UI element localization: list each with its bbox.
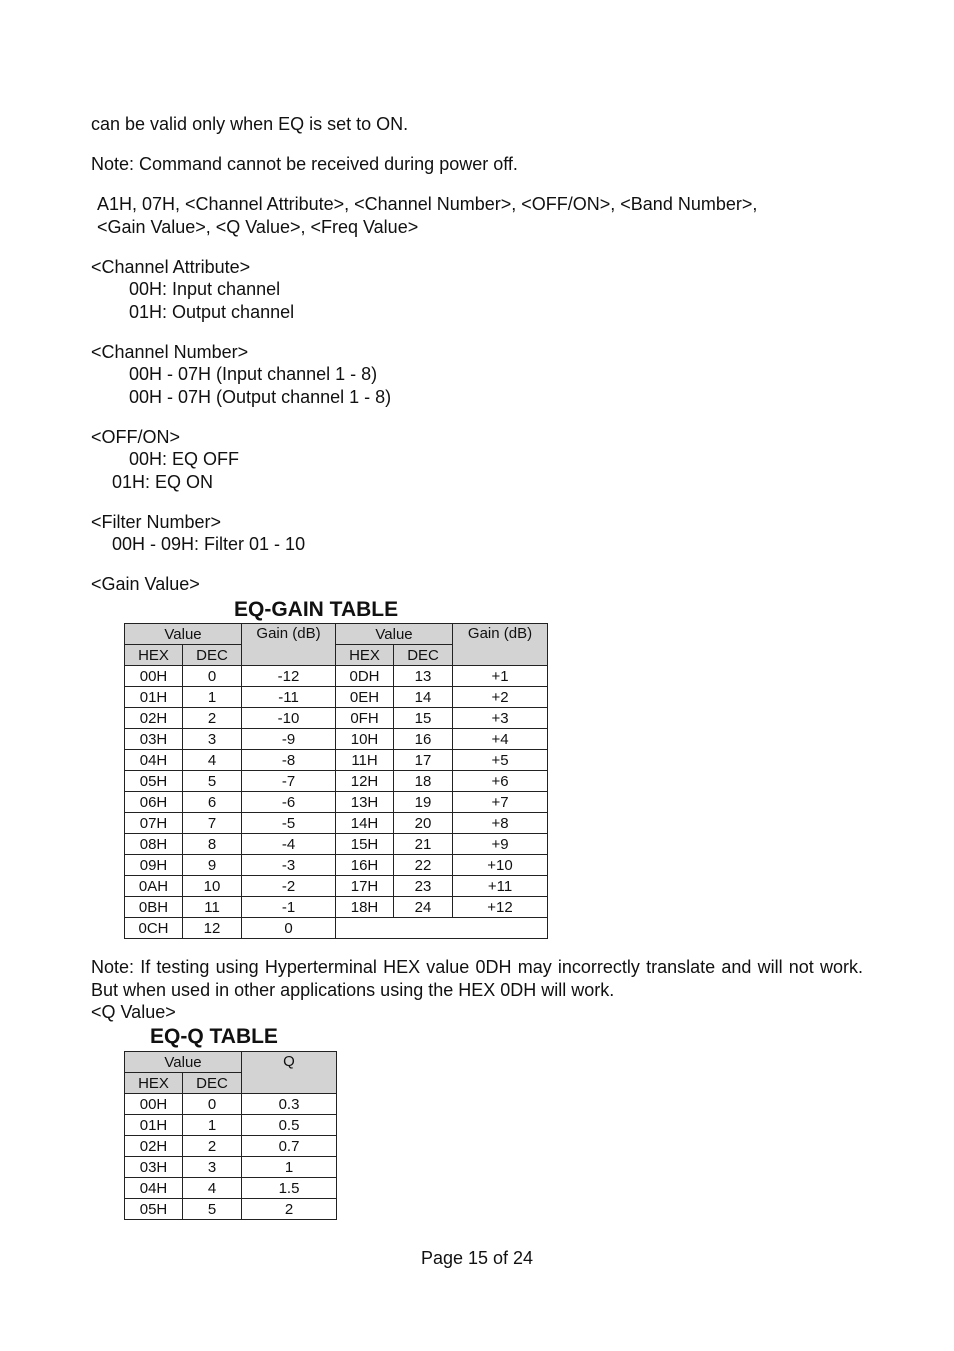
table-row	[125, 750, 548, 771]
table-cell: 0.7	[242, 1136, 337, 1157]
table-cell: 18	[394, 771, 453, 792]
table-cell: 11	[183, 897, 242, 918]
table-cell: 0	[183, 1094, 242, 1115]
channel-number-label: <Channel Number>	[91, 342, 249, 362]
table-cell: -1	[242, 897, 336, 918]
table-cell: 5	[183, 1199, 242, 1220]
table-row	[125, 1157, 337, 1178]
table-cell: +10	[453, 855, 548, 876]
table-cell: 05H	[125, 771, 183, 792]
table-cell: -10	[242, 708, 336, 729]
eq-gain-table	[124, 623, 548, 939]
command-syntax-line-1: A1H, 07H, <Channel Attribute>, <Channel Number>, <OFF/ON>, <Band Number>,	[97, 194, 758, 214]
gain-value-label: <Gain Value>	[91, 574, 200, 594]
channel-number-item: 00H - 07H (Output channel 1 - 8)	[129, 387, 392, 407]
value-header: Value	[125, 624, 242, 645]
power-off-note: Note: Command cannot be received during power off.	[91, 154, 518, 174]
table-cell: -12	[242, 666, 336, 687]
table-cell: 0	[183, 666, 242, 687]
table-cell: -6	[242, 792, 336, 813]
table-row	[125, 1178, 337, 1199]
table-cell: 2	[242, 1199, 337, 1220]
table-cell: 19	[394, 792, 453, 813]
table-cell: 22	[394, 855, 453, 876]
table-cell: 6	[183, 792, 242, 813]
table-cell: 8	[183, 834, 242, 855]
q-table-title: EQ-Q TABLE	[150, 1025, 278, 1048]
dec-header: DEC	[183, 1073, 242, 1094]
table-cell: 12H	[336, 771, 394, 792]
table-cell: 05H	[125, 1199, 183, 1220]
table-cell: +9	[453, 834, 548, 855]
hex-header: HEX	[125, 645, 183, 666]
table-row	[125, 1115, 337, 1136]
table-cell: 14H	[336, 813, 394, 834]
table-cell: 1	[183, 687, 242, 708]
channel-attribute-item: 01H: Output channel	[129, 302, 295, 322]
table-cell: +4	[453, 729, 548, 750]
table-row	[125, 1199, 337, 1220]
hex-header: HEX	[336, 645, 394, 666]
table-cell: 10H	[336, 729, 394, 750]
table-row	[125, 729, 548, 750]
table-cell: 0DH	[336, 666, 394, 687]
table-cell: 00H	[125, 666, 183, 687]
table-cell: 3	[183, 729, 242, 750]
table-row	[125, 813, 548, 834]
eq-q-table	[124, 1051, 337, 1220]
table-row	[125, 771, 548, 792]
table-row	[125, 792, 548, 813]
table-row	[125, 666, 548, 687]
table-cell: +8	[453, 813, 548, 834]
table-cell: 24	[394, 897, 453, 918]
table-cell: 4	[183, 1178, 242, 1199]
table-cell: 2	[183, 1136, 242, 1157]
table-cell: 5	[183, 771, 242, 792]
table-cell: 07H	[125, 813, 183, 834]
dec-header: DEC	[394, 645, 453, 666]
table-row	[125, 708, 548, 729]
filter-number-label: <Filter Number>	[91, 512, 222, 532]
table-cell: 20	[394, 813, 453, 834]
table-cell: 3	[183, 1157, 242, 1178]
table-cell: 15	[394, 708, 453, 729]
table-row	[125, 1136, 337, 1157]
table-cell: 11H	[336, 750, 394, 771]
table-cell: 0FH	[336, 708, 394, 729]
table-cell: 17H	[336, 876, 394, 897]
table-cell: 0BH	[125, 897, 183, 918]
table-cell: 14	[394, 687, 453, 708]
table-cell: 0EH	[336, 687, 394, 708]
table-row	[125, 834, 548, 855]
table-cell: +7	[453, 792, 548, 813]
table-cell: 0	[242, 918, 336, 939]
table-cell: 13	[394, 666, 453, 687]
table-cell: 0.3	[242, 1094, 337, 1115]
q-value-label: <Q Value>	[91, 1002, 176, 1022]
hyperterminal-note: Note: If testing using Hyperterminal HEX value 0DH may incorrectly translate and will not work. But when used in other applications using the HEX 0DH will work.	[91, 957, 863, 1000]
intro-line: can be valid only when EQ is set to ON.	[91, 114, 409, 134]
table-cell: 02H	[125, 1136, 183, 1157]
empty-cell	[336, 918, 548, 939]
command-syntax-line-2: <Gain Value>, <Q Value>, <Freq Value>	[97, 217, 419, 237]
table-cell: -3	[242, 855, 336, 876]
off-on-item: 00H: EQ OFF	[129, 449, 240, 469]
table-cell: 01H	[125, 687, 183, 708]
channel-attribute-item: 00H: Input channel	[129, 279, 281, 299]
table-cell: +2	[453, 687, 548, 708]
value-header: Value	[125, 1052, 242, 1073]
table-cell: 21	[394, 834, 453, 855]
table-cell: 0AH	[125, 876, 183, 897]
hex-header: HEX	[125, 1073, 183, 1094]
table-cell: +1	[453, 666, 548, 687]
off-on-item: 01H: EQ ON	[112, 472, 214, 492]
table-cell: 02H	[125, 708, 183, 729]
table-cell: 0CH	[125, 918, 183, 939]
table-row	[125, 687, 548, 708]
table-cell: 04H	[125, 750, 183, 771]
table-cell: 09H	[125, 855, 183, 876]
table-cell: 16H	[336, 855, 394, 876]
table-row	[125, 897, 548, 918]
table-cell: 23	[394, 876, 453, 897]
table-cell: -7	[242, 771, 336, 792]
table-cell: 04H	[125, 1178, 183, 1199]
table-cell: -8	[242, 750, 336, 771]
table-row	[125, 918, 548, 939]
table-cell: 1	[183, 1115, 242, 1136]
table-cell: 15H	[336, 834, 394, 855]
table-cell: 4	[183, 750, 242, 771]
table-cell: 0.5	[242, 1115, 337, 1136]
table-cell: 18H	[336, 897, 394, 918]
table-cell: 08H	[125, 834, 183, 855]
table-cell: +12	[453, 897, 548, 918]
table-cell: -4	[242, 834, 336, 855]
table-row	[125, 1094, 337, 1115]
table-cell: 01H	[125, 1115, 183, 1136]
table-cell: 00H	[125, 1094, 183, 1115]
table-cell: +11	[453, 876, 548, 897]
table-cell: -11	[242, 687, 336, 708]
table-row	[125, 876, 548, 897]
table-cell: 17	[394, 750, 453, 771]
table-cell: 9	[183, 855, 242, 876]
table-cell: 10	[183, 876, 242, 897]
table-cell: 13H	[336, 792, 394, 813]
gain-header: Gain (dB)	[453, 624, 548, 666]
table-cell: -5	[242, 813, 336, 834]
table-cell: 03H	[125, 1157, 183, 1178]
channel-number-item: 00H - 07H (Input channel 1 - 8)	[129, 364, 378, 384]
page-number: Page 15 of 24	[420, 1248, 534, 1268]
channel-attribute-label: <Channel Attribute>	[91, 257, 251, 277]
table-cell: 16	[394, 729, 453, 750]
table-cell: 7	[183, 813, 242, 834]
table-cell: 03H	[125, 729, 183, 750]
dec-header: DEC	[183, 645, 242, 666]
gain-table-title: EQ-GAIN TABLE	[234, 598, 399, 621]
table-cell: 1	[242, 1157, 337, 1178]
table-cell: -9	[242, 729, 336, 750]
table-cell: -2	[242, 876, 336, 897]
table-cell: 06H	[125, 792, 183, 813]
value-header: Value	[336, 624, 453, 645]
table-cell: +3	[453, 708, 548, 729]
table-cell: 2	[183, 708, 242, 729]
table-cell: +5	[453, 750, 548, 771]
table-cell: 1.5	[242, 1178, 337, 1199]
off-on-label: <OFF/ON>	[91, 427, 181, 447]
table-cell: 12	[183, 918, 242, 939]
table-row	[125, 855, 548, 876]
gain-header: Gain (dB)	[242, 624, 336, 666]
filter-number-item: 00H - 09H: Filter 01 - 10	[112, 534, 306, 554]
q-header: Q	[242, 1052, 337, 1094]
table-cell: +6	[453, 771, 548, 792]
